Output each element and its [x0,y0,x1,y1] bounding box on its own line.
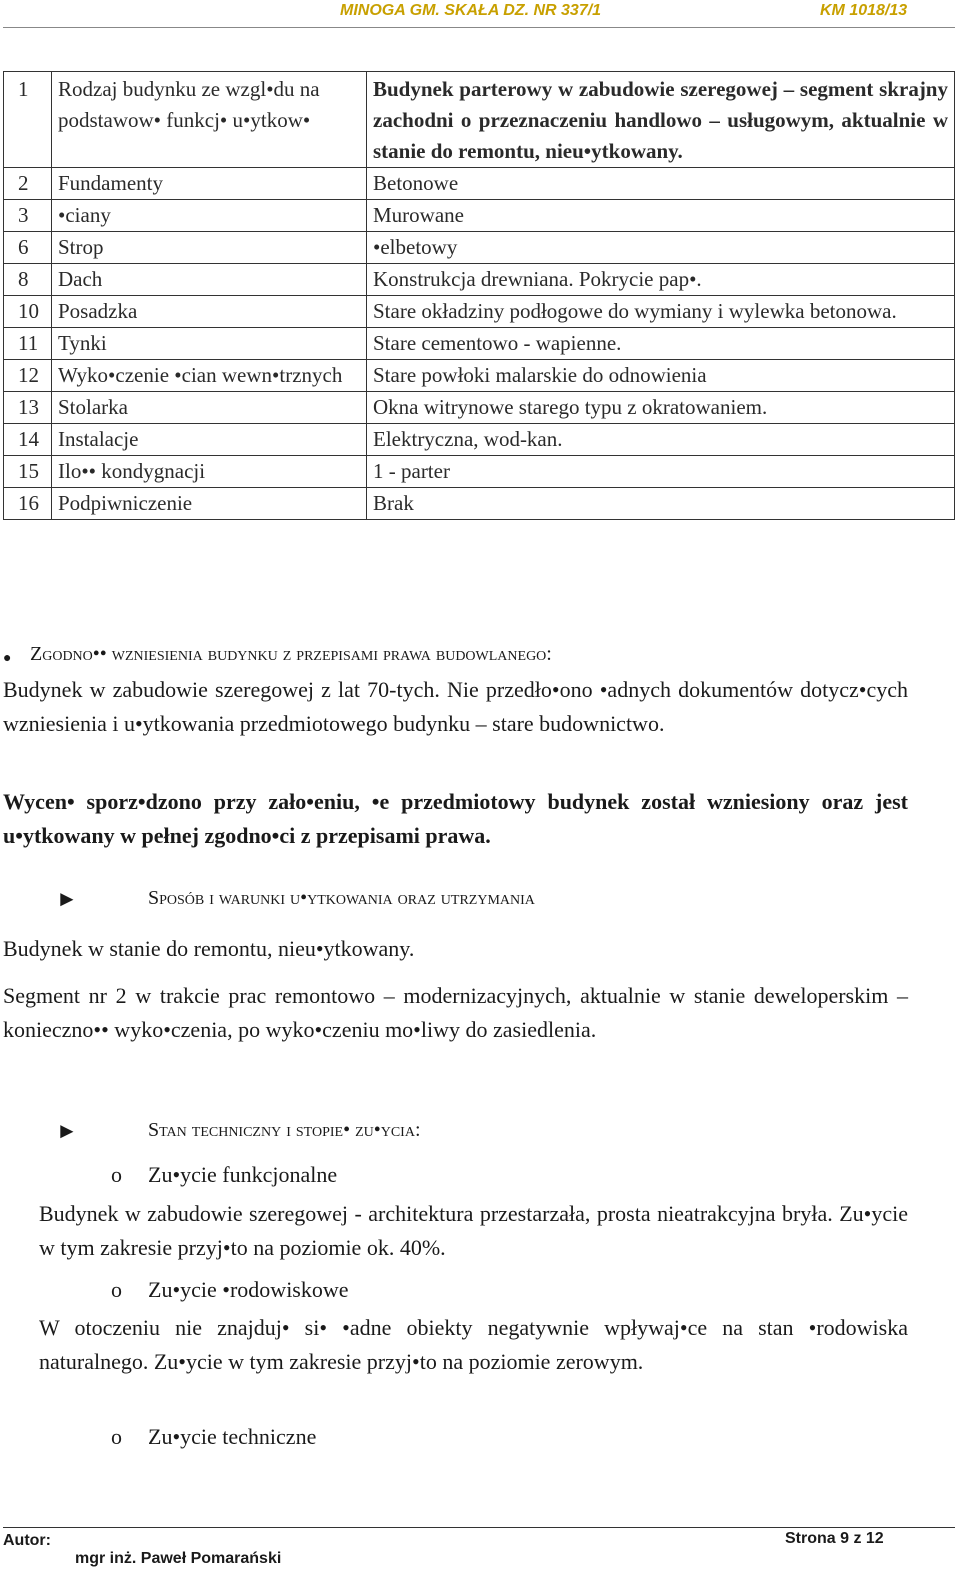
row-label: Podpiwniczenie [52,488,367,520]
wear-heading: Stan techniczny i stopie• zu•ycia: [148,1119,421,1141]
row-label: Rodzaj budynku ze wzgl•du na podstawow• funkcj• u•ytkow• [52,72,367,168]
row-number: 8 [4,264,52,296]
arrow-right-icon: ► [56,886,78,911]
row-number: 12 [4,360,52,392]
bullet-icon: ● [3,651,12,666]
table-row [4,168,955,200]
page-header [0,0,960,22]
row-value: Elektryczna, wod-kan. [367,424,955,456]
row-label: Instalacje [52,424,367,456]
header-km-ref: KM 1018/13 [820,2,908,19]
table-row [4,456,955,488]
row-number: 13 [4,392,52,424]
row-label: Dach [52,264,367,296]
row-value: Konstrukcja drewniana. Pokrycie pap•. [367,264,955,296]
usage-paragraph-2: Segment nr 2 w trakcie prac remontowo – modernizacyjnych, aktualnie w stanie deweloperskim – konieczno•• wyko•czenia, po wyko•czeniu mo•liwy do zasiedlenia. [3,983,908,1042]
row-label: Strop [52,232,367,264]
table-row [4,200,955,232]
wear-item-title: Zu•ycie •rodowiskowe [148,1277,349,1302]
row-label: Posadzka [52,296,367,328]
row-number: 14 [4,424,52,456]
table-row [4,264,955,296]
row-value: 1 - parter [367,456,955,488]
row-value: •elbetowy [367,232,955,264]
compliance-bold-paragraph: Wycen• sporz•dzono przy zało•eniu, •e przedmiotowy budynek został wzniesiony oraz jest u•ytkowany w pełnej zgodno•ci z przepisami prawa. [3,789,908,848]
compliance-paragraph: Budynek w zabudowie szeregowej z lat 70-tych. Nie przedło•ono •adnych dokumentów dotycz•cych wzniesienia i u•ytkowania przedmiotowego budynku – stare budownictwo. [3,677,908,736]
row-value: Brak [367,488,955,520]
table-row [4,360,955,392]
table-row [4,392,955,424]
row-label: Tynki [52,328,367,360]
row-value: Stare cementowo - wapienne. [367,328,955,360]
row-number: 11 [4,328,52,360]
wear-item-text: W otoczeniu nie znajduj• si• •adne obiekty negatywnie wpływaj•ce na stan •rodowiska naturalnego. Zu•ycie w tym zakresie przyj•to na poziomie zerowym. [39,1315,908,1374]
wear-item-text: Budynek w zabudowie szeregowej - architektura przestarzała, prosta nieatrakcyjna bryła. Zu•ycie w tym zakresie przyj•to na poziomie ok. 40%. [39,1201,908,1260]
table-row [4,328,955,360]
list-marker: o [111,1277,122,1302]
row-value: Budynek parterowy w zabudowie szeregowej – segment skrajny zachodni o przeznaczeniu handlowo – usługowym, aktualnie w stanie do remontu, nieu•ytkowany. [367,72,955,168]
usage-paragraph-1: Budynek w stanie do remontu, nieu•ytkowany. [3,936,415,961]
row-label: •ciany [52,200,367,232]
row-value: Stare okładziny podłogowe do wymiany i wylewka betonowa. [367,296,955,328]
row-number: 1 [4,72,52,168]
header-divider [3,27,955,28]
building-spec-table [3,71,955,520]
row-value: Okna witrynowe starego typu z okratowaniem. [367,392,955,424]
row-number: 3 [4,200,52,232]
row-number: 15 [4,456,52,488]
row-number: 2 [4,168,52,200]
row-value: Betonowe [367,168,955,200]
row-label: Stolarka [52,392,367,424]
footer-divider [3,1527,955,1528]
arrow-right-icon: ► [56,1118,78,1143]
footer-author-name: mgr inż. Paweł Pomarański [75,1550,282,1567]
row-number: 10 [4,296,52,328]
usage-heading: Sposób i warunki u•ytkowania oraz utrzymania [148,887,535,909]
list-marker: o [111,1424,122,1449]
table-row [4,232,955,264]
row-number: 16 [4,488,52,520]
footer-author-label: Autor: [3,1532,51,1549]
table-row [4,424,955,456]
row-label: Wyko•czenie •cian wewn•trznych [52,360,367,392]
row-number: 6 [4,232,52,264]
row-label: Ilo•• kondygnacji [52,456,367,488]
wear-item-title: Zu•ycie funkcjonalne [148,1162,338,1187]
header-document-ref: MINOGA GM. SKAŁA DZ. NR 337/1 [340,2,602,19]
row-label: Fundamenty [52,168,367,200]
wear-item-title: Zu•ycie techniczne [148,1424,317,1449]
row-value: Murowane [367,200,955,232]
row-value: Stare powłoki malarskie do odnowienia [367,360,955,392]
compliance-heading: Zgodno•• wzniesienia budynku z przepisami prawa budowlanego: [30,643,552,665]
table-row [4,488,955,520]
table-row [4,72,955,168]
footer-page-number: Strona 9 z 12 [785,1530,884,1547]
table-row [4,296,955,328]
list-marker: o [111,1162,122,1187]
